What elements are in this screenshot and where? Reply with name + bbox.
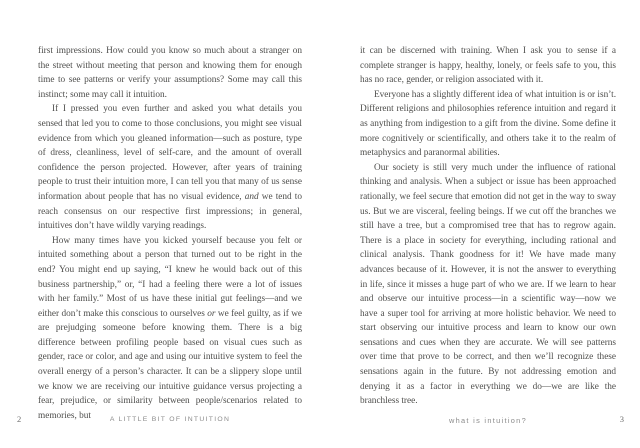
page-right-body	[360, 44, 616, 409]
paragraph	[38, 44, 302, 102]
body-text: If I pressed you even further and asked you what details you sensed that led you to come to those conclusions, you might see visual evidence from which you gleaned information—such as posture, type of dress, cleanliness, level of self-care, and the amount of overall confidence the person projected. However, after years of training people to trust their intuition more, I can tell you that many of us sense information about people that has no visual evidence,	[38, 104, 302, 202]
body-text: How many times have you kicked yourself because you felt or intuited something about a person that turned out to be right in the end? You might end up saying, “I knew he would back out of this business partnership,” or, “I had a feeling there were a lot of issues with her family.” Most of us have these initial gut feelings—and we either don’t make this conscious to ourselves	[38, 235, 302, 319]
body-text: first impressions. How could you know so much about a stranger on the street without meeting that person and knowing them for enough time to see patterns or verify your assumptions? Some may call this instinct; some may call it intuition.	[38, 46, 302, 100]
body-text: we feel guilty, as if we are prejudging someone before knowing them. There is a big difference between profiling people based on visual cues such as gender, race or color, and age and using our intuitive system to feel the overall energy of a person’s character. It can be a slippery slope until we know we are receiving our intuitive guidance versus projecting a fear, prejudice, or similarity between people/scenarios related to memories, but	[38, 308, 303, 421]
page-number-right: 3	[619, 414, 624, 424]
paragraph	[360, 161, 616, 409]
body-text: Everyone has a slightly different idea of what intuition is or isn’t. Different religions and philosophies reference intuition and regard it as anything from indigestion to a gift from the divine. Some define it more cognitively or scientifically, and others take it to the realm of metaphysics and paranormal abilities.	[360, 89, 616, 159]
italic-text: or	[207, 308, 216, 319]
body-text: we tend to reach consensus on our respective first impressions; in general, intuitives don’t have wildly varying readings.	[38, 191, 302, 232]
page-left-body	[38, 44, 302, 423]
paragraph	[360, 44, 616, 88]
body-text: it can be discerned with training. When I ask you to sense if a complete stranger is happy, healthy, lonely, or feels safe to you, this has no race, gender, or religion associated with it.	[360, 46, 616, 86]
paragraph	[38, 234, 302, 424]
italic-text: and	[244, 191, 259, 202]
page-number-left: 2	[17, 414, 22, 424]
paragraph	[360, 88, 616, 161]
running-head-left: A LITTLE BIT OF INTUITION	[109, 416, 231, 423]
running-head-right: what is intuition?	[448, 416, 528, 425]
body-text: Our society is still very much under the influence of rational thinking and analysis. When a subject or issue has been approached rationally, we feel secure that emotion did not get in the way to sway us. But we are visceral, feeling beings. If we cut off the branches we still have a tree, but a compromised tree that has to regrow again. There is a place in society for everything, including rational and clinical analysis. Thank goodness for it! We have made many advances because of it. However, it is not the answer to everything in life, since it misses a huge part of who we are. If we learn to hear and observe our intuitive process—in a scientific way—now we have a super tool for arriving at more holistic behavior. We need to start observing our intuitive process and learn to know our own sensations and cues when they are accurate. We will see patterns over time that prove to be correct, and then we’ll recognize these sensations again in the future. By not addressing emotion and denying it as a factor in everything we do—we are like the branchless tree.	[360, 162, 616, 407]
paragraph	[38, 102, 302, 233]
